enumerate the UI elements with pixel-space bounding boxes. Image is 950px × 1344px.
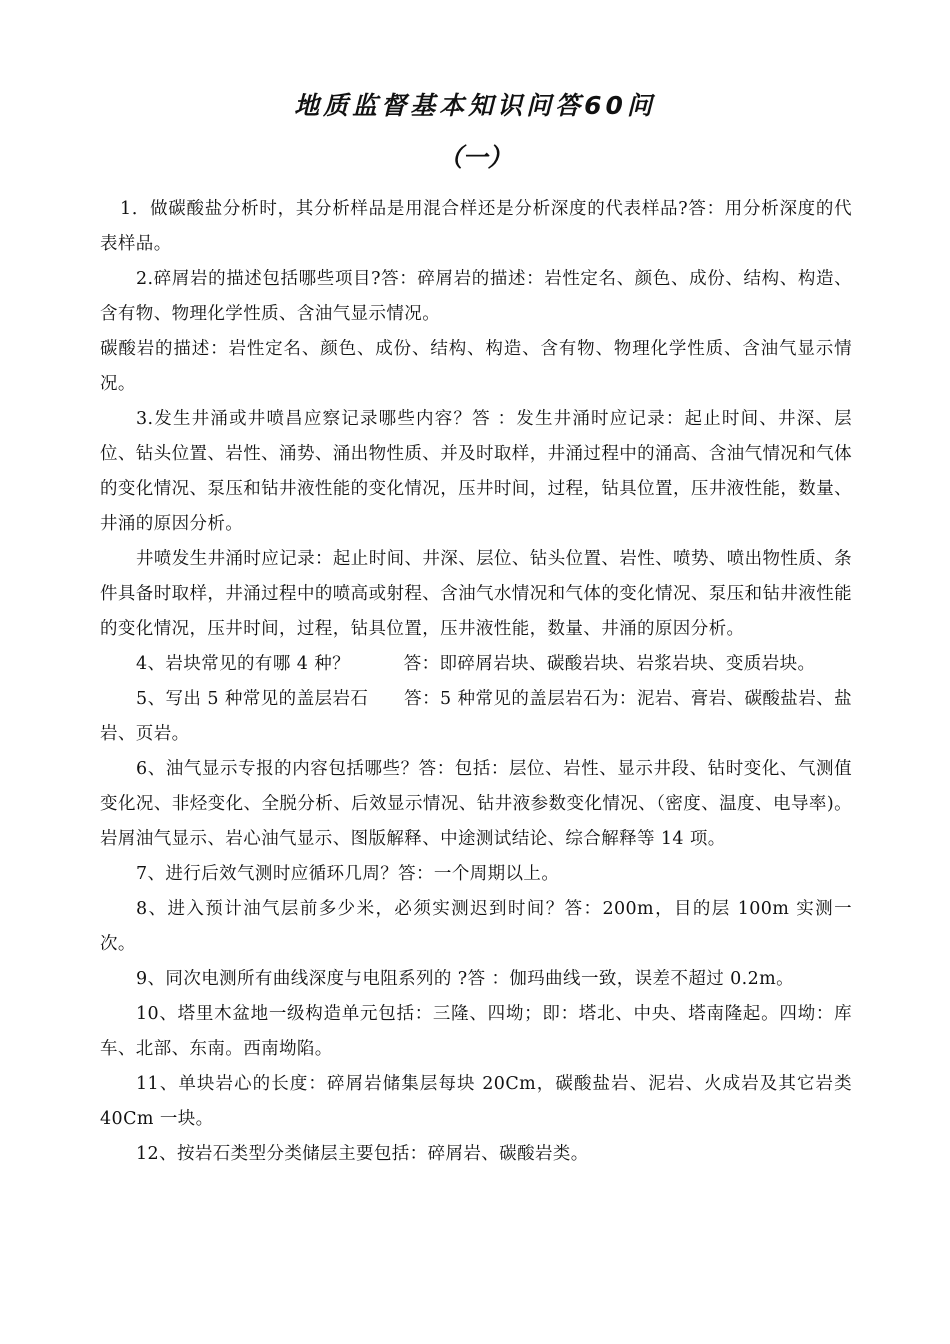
paragraph-q1: 1．做碳酸盐分析时，其分析样品是用混合样还是分析深度的代表样品?答：用分析深度的代表样品。 <box>100 199 852 254</box>
paragraph-q2: 2.碎屑岩的描述包括哪些项目?答：碎屑岩的描述：岩性定名、颜色、成份、结构、构造、含有物、物理化学性质、含油气显示情况。 <box>100 269 852 324</box>
paragraph-q3-blowout: 井喷发生井涌时应记录：起止时间、井深、层位、钻头位置、岩性、喷势、喷出物性质、条件具备时取样，井涌过程中的喷高或射程、含油气水情况和气体的变化情况、泵压和钻井液性能的变化情况，压井时间，过程，钻具位置，压井液性能，数量、井涌的原因分析。 <box>100 549 852 639</box>
paragraph-q9: 9、同次电测所有曲线深度与电阻系列的 ?答 ：伽玛曲线一致，误差不超过 0.2m。 <box>136 969 795 989</box>
paragraph-q2-carbonate: 碳酸岩的描述：岩性定名、颜色、成份、结构、构造、含有物、物理化学性质、含油气显示情况。 <box>100 339 852 394</box>
document-body <box>100 192 852 1172</box>
paragraph-q12: 12、按岩石类型分类储层主要包括：碎屑岩、碳酸岩类。 <box>136 1144 589 1164</box>
paragraph-q5: 5、写出 5 种常见的盖层岩石 答：5 种常见的盖层岩石为：泥岩、膏岩、碳酸盐岩、盐岩、页岩。 <box>100 689 852 744</box>
page-title: 地质监督基本知识问答60问 <box>294 91 656 120</box>
paragraph-q6: 6、油气显示专报的内容包括哪些？答：包括：层位、岩性、显示井段、钻时变化、气测值变化况、非烃变化、全脱分析、后效显示情况、钻井液参数变化情况、（密度、温度、电导率)。岩屑油气显示、岩心油气显示、图版解释、中途测试结论、综合解释等 14 项。 <box>100 759 852 849</box>
paragraph-q7: 7、进行后效气测时应循环几周？答：一个周期以上。 <box>136 864 560 884</box>
paragraph-q10: 10、塔里木盆地一级构造单元包括：三隆、四坳；即：塔北、中央、塔南隆起。四坳：库车、北部、东南。西南坳陷。 <box>100 1004 852 1059</box>
paragraph-q11: 11、单块岩心的长度：碎屑岩储集层每块 20Cm，碳酸盐岩、泥岩、火成岩及其它岩类 40Cm 一块。 <box>100 1074 852 1129</box>
paragraph-q8: 8、进入预计油气层前多少米，必须实测迟到时间？答：200m，目的层 100m 实测一次。 <box>100 899 852 954</box>
page-subtitle: （一） <box>437 143 513 172</box>
paragraph-q3: 3.发生井涌或井喷昌应察记录哪些内容？答 ：发生井涌时应记录：起止时间、井深、层位、钻头位置、岩性、涌势、涌出物性质、并及时取样，井涌过程中的涌高、含油气情况和气体的变化情况、泵压和钻井液性能的变化情况，压井时间，过程，钻具位置，压井液性能，数量、井涌的原因分析。 <box>100 409 852 534</box>
paragraph-q4: 4、岩块常见的有哪 4 种？ 答：即碎屑岩块、碳酸岩块、岩浆岩块、变质岩块。 <box>136 654 816 674</box>
